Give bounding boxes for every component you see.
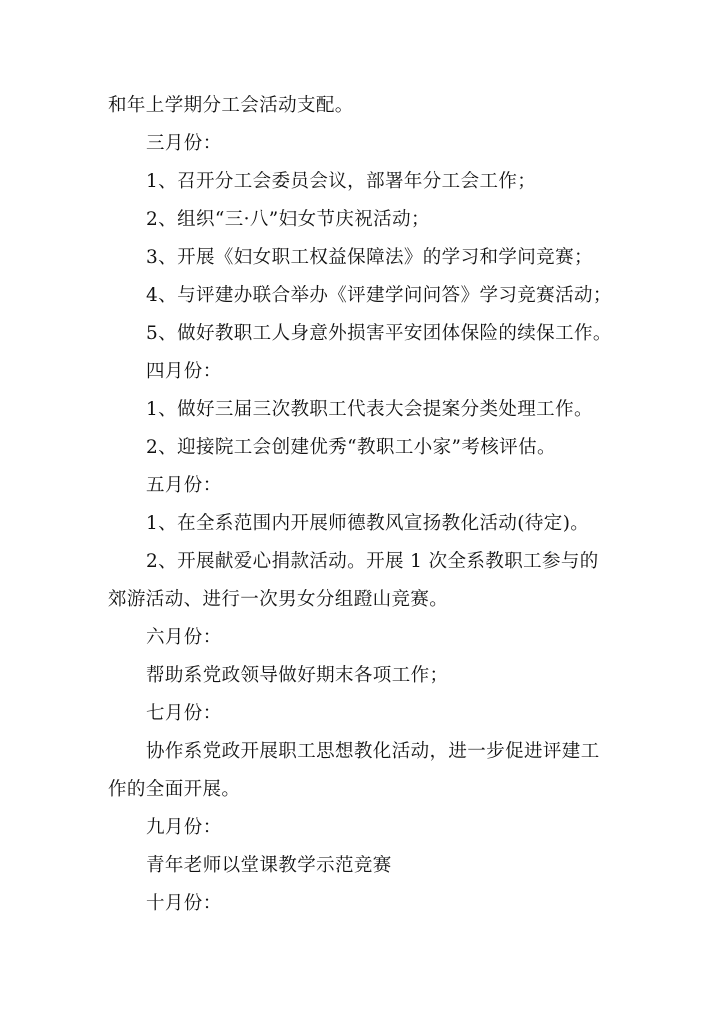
march-item-5: 5、做好教职工人身意外损害平安团体保险的续保工作。 [146,323,612,344]
heading-march: 三月份： [146,133,222,154]
paragraph-intro-end: 和年上学期分工会活动支配。 [108,95,354,116]
heading-may: 五月份： [146,475,222,496]
heading-october: 十月份： [146,893,222,914]
may-item-2-continued: 郊游活动、进行一次男女分组蹬山竞赛。 [108,589,449,610]
march-item-3: 3、开展《妇女职工权益保障法》的学习和学问竞赛； [146,247,593,268]
heading-september: 九月份： [146,817,222,838]
may-item-2: 2、开展献爱心捐款活动。开展 1 次全系教职工参与的 [146,551,599,572]
september-item: 青年老师以堂课教学示范竞赛 [146,855,392,876]
march-item-2: 2、组织“三·八”妇女节庆祝活动； [146,209,430,230]
may-item-1: 1、在全系范围内开展师德教风宣扬教化活动(待定)。 [146,513,590,534]
july-item: 协作系党政开展职工思想教化活动，进一步促进评建工 [146,741,600,762]
july-item-continued: 作的全面开展。 [108,779,241,800]
march-item-1: 1、召开分工会委员会议，部署年分工会工作； [146,171,537,192]
april-item-1: 1、做好三届三次教职工代表大会提案分类处理工作。 [146,399,593,420]
heading-april: 四月份： [146,361,222,382]
april-item-2: 2、迎接院工会创建优秀“教职工小家”考核评估。 [146,437,556,458]
march-item-4: 4、与评建办联合举办《评建学问问答》学习竞赛活动； [146,285,612,306]
heading-july: 七月份： [146,703,222,724]
heading-june: 六月份： [146,627,222,648]
june-item: 帮助系党政领导做好期末各项工作； [146,665,449,686]
